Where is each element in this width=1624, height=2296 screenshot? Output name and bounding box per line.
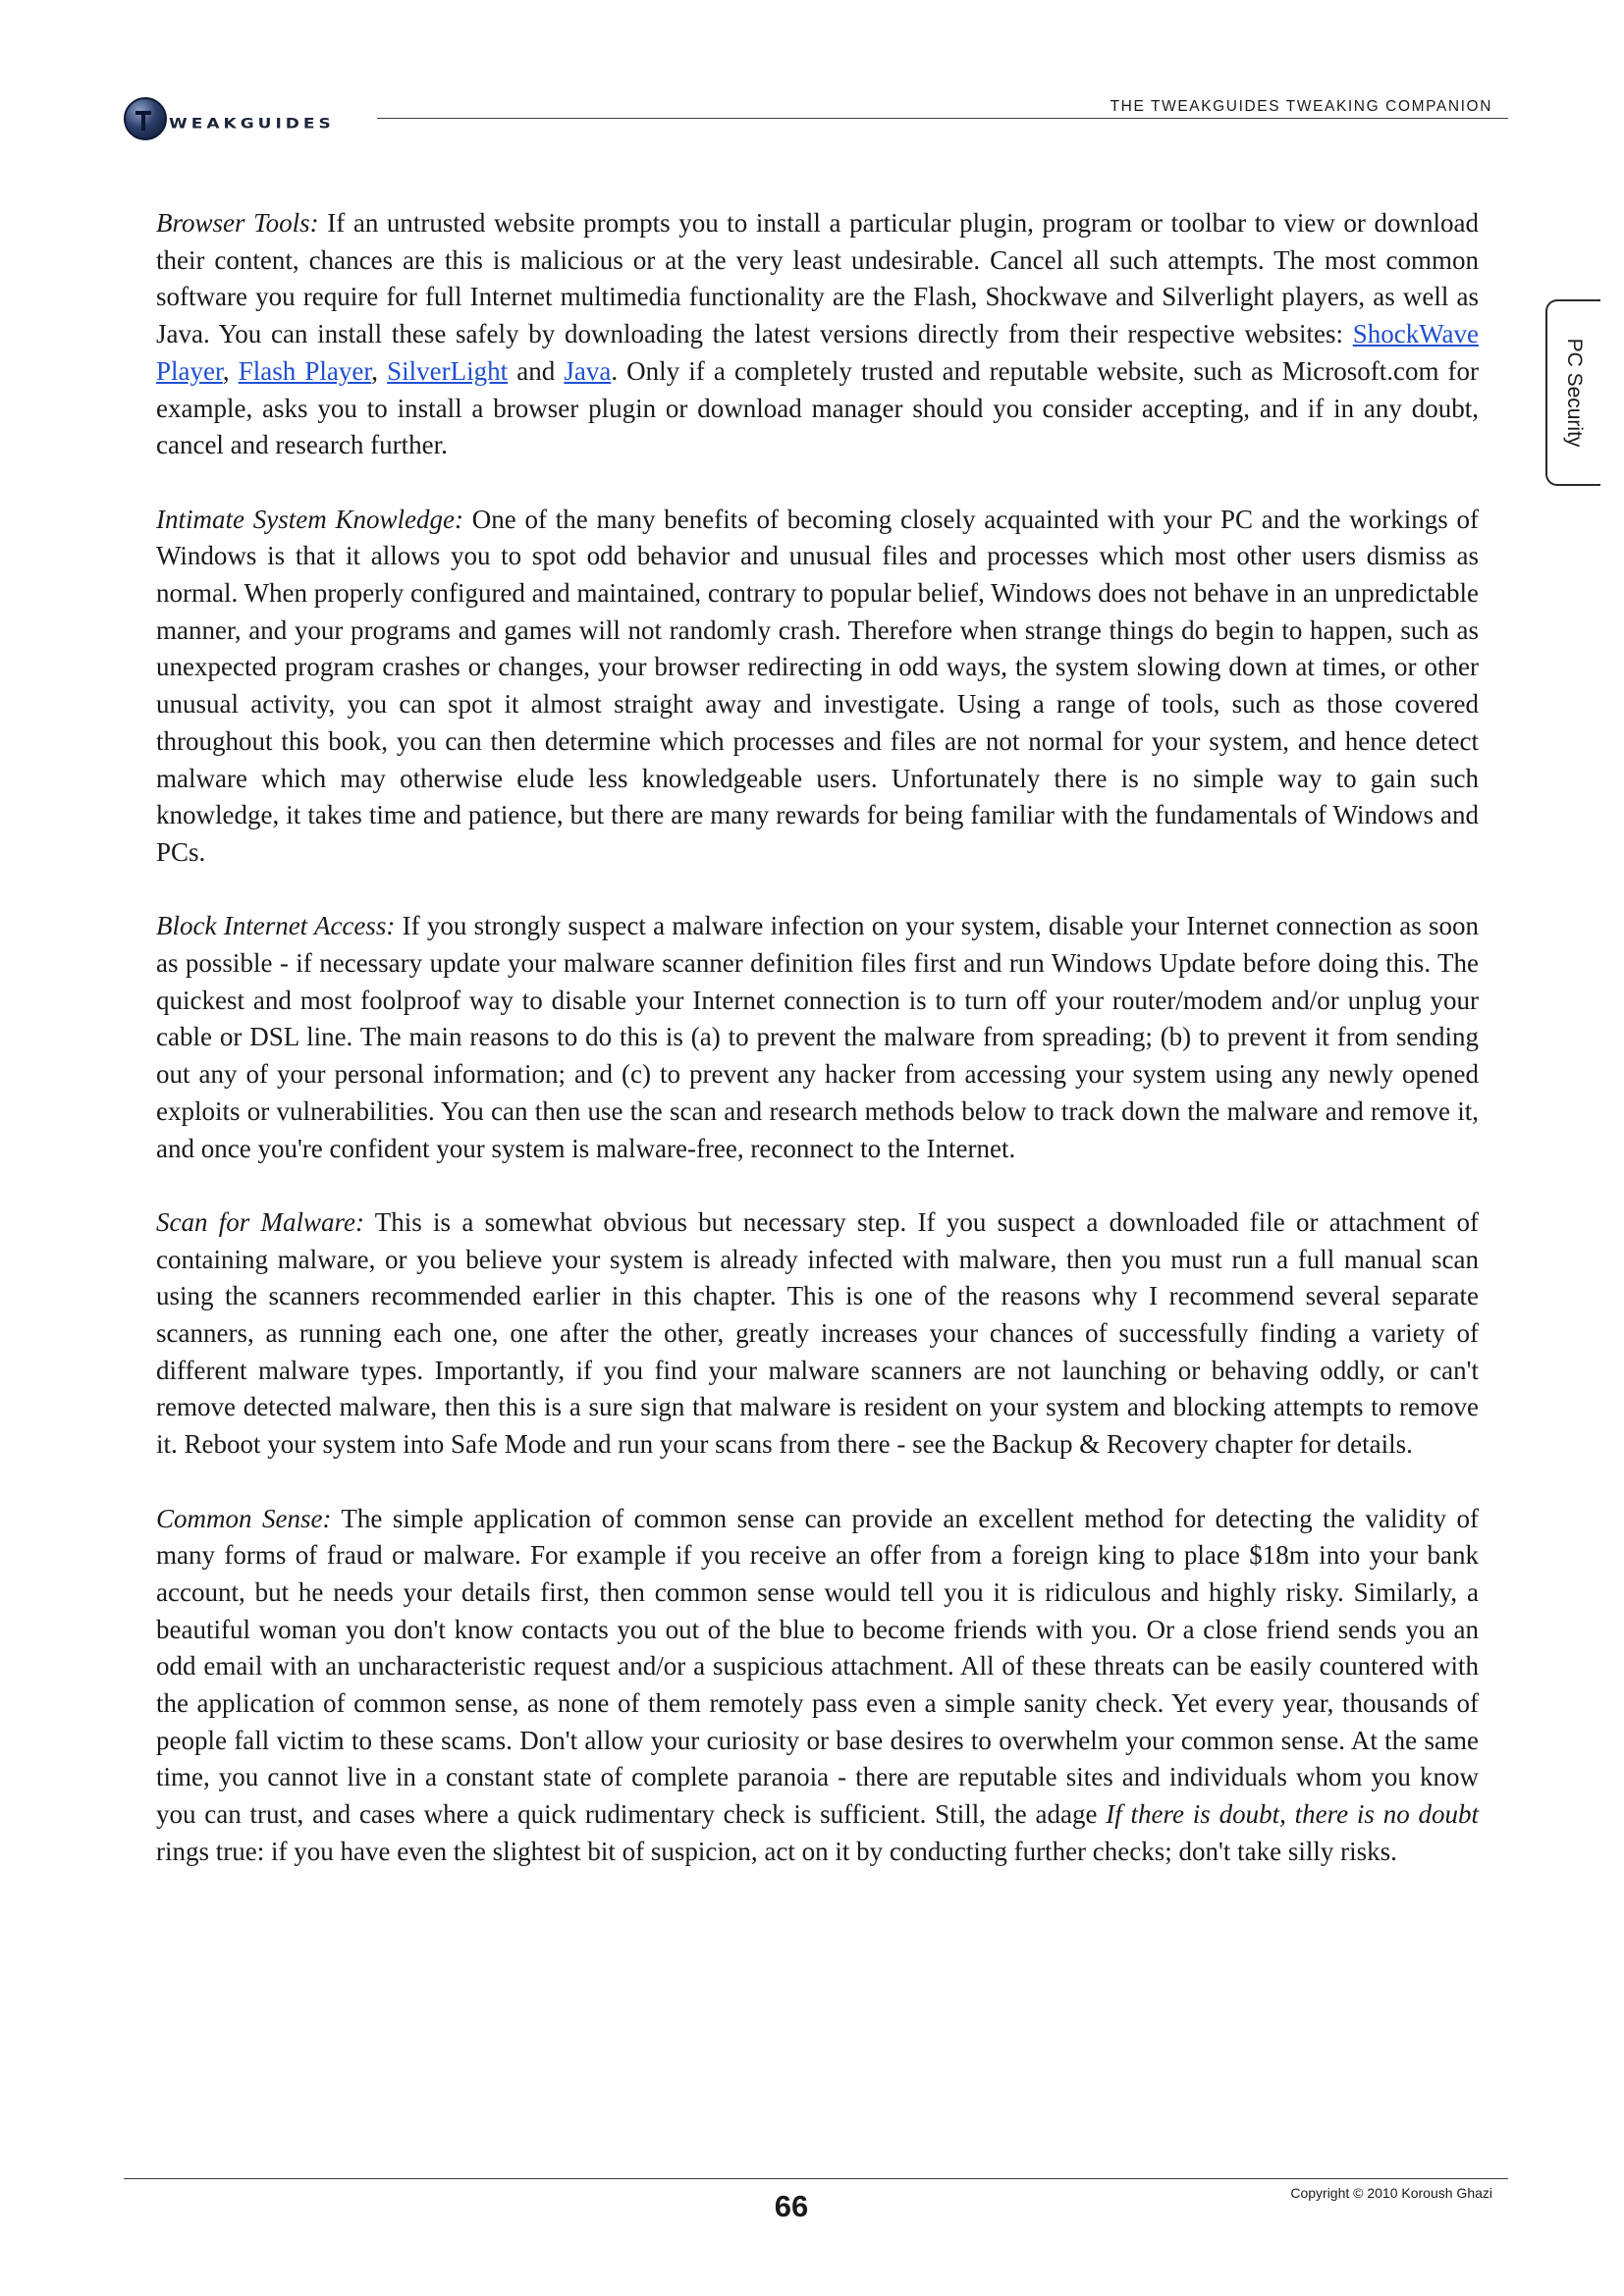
separator: and [508, 355, 565, 386]
paragraph-intimate-system-knowledge [156, 502, 1479, 872]
logo-wordmark: WEAKGUIDES [169, 115, 335, 133]
paragraph-text: This is a somewhat obvious but necessary step. If you suspect a downloaded file or attachment of containing malware, or you believe your system is already infected with malware, then you must run a full manual scan using the scanners recommended earlier in this chapter. This is one of the reasons why I recommend several separate scanners, as running each one, one after the other, greatly increases your chances of successfully finding a variety of different malware types. Importantly, if you find your malware scanners are not launching or behaving oddly, or can't remove detected malware, then this is a sure sign that malware is resident on your system and blocking attempts to remove it. Reboot your system into Safe Mode and run your scans from there - see the Backup & Recovery chapter for details. [156, 1206, 1480, 1460]
running-header-title: THE TWEAKGUIDES TWEAKING COMPANION [1110, 98, 1492, 115]
logo-disc-icon [124, 97, 167, 140]
paragraph-lead: Browser Tools: [156, 208, 319, 238]
paragraph-browser-tools [156, 205, 1479, 464]
footer-divider [124, 2178, 1508, 2179]
paragraph-text: One of the many benefits of becoming closely acquainted with your PC and the workings of Windows is that it allows you to spot odd behavior and unusual files and processes which most other users dismiss as normal. When properly configured and maintained, contrary to popular belief, Windows does not behave in an unpredictable manner, and your programs and games will not randomly crash. Therefore when strange things do begin to happen, such as unexpected program crashes or changes, your browser redirecting in odd ways, the system slowing down at times, or other unusual activity, you can spot it almost straight away and investigate. Using a range of tools, such as those covered throughout this book, you can then determine which processes and files are not normal for your system, and hence detect malware which may otherwise elude less knowledgeable users. Unfortunately there is no simple way to gain such knowledge, it takes time and patience, but there are many rewards for being familiar with the fundamentals of Windows and PCs. [156, 504, 1479, 867]
shockwave-player-link[interactable]: ShockWave Player [156, 319, 1479, 386]
tweakguides-logo [124, 94, 335, 143]
paragraph-lead: Block Internet Access: [156, 911, 396, 941]
paragraph-lead: Common Sense: [156, 1503, 332, 1533]
copyright-notice: Copyright © 2010 Koroush Ghazi [1290, 2185, 1492, 2201]
paragraph-text: rings true: if you have even the slightest bit of suspicion, act on it by conducting further checks; don't take silly risks. [156, 1836, 1397, 1866]
paragraph-lead: Intimate System Knowledge: [156, 504, 463, 534]
paragraph-lead: Scan for Malware: [156, 1206, 365, 1237]
page-body [156, 205, 1479, 1907]
paragraph-text: The simple application of common sense can provide an excellent method for detecting the validity of many forms of fraud or malware. For example if you receive an offer from a foreign king to place $18m into your bank account, but he needs your details first, then common sense would tell you it is ridiculous and highly risky. Similarly, a beautiful woman you don't know contacts you out of the blue to become friends with you. Or a close friend sends you an odd email with an uncharacteristic request and/or a suspicious attachment. All of these threats can be easily countered with the application of common sense, as none of them remotely pass even a simple sanity check. Yet every year, thousands of people fall victim to these scams. Don't allow your curiosity or base desires to overwhelm your common sense. At the same time, you cannot live in a constant state of complete paranoia - there are reputable sites and individuals whom you know you can trust, and cases where a quick rudimentary check is sufficient. Still, the adage [156, 1503, 1479, 1830]
italic-adage: If there is doubt, there is no doubt [1106, 1799, 1479, 1830]
separator: , [371, 355, 388, 386]
flash-player-link[interactable]: Flash Player [238, 355, 372, 386]
separator: , [222, 355, 239, 386]
paragraph-common-sense [156, 1501, 1479, 1871]
paragraph-block-internet-access [156, 908, 1479, 1167]
page-header [0, 0, 1624, 157]
chapter-side-tab [1545, 299, 1600, 486]
java-link[interactable]: Java [564, 355, 612, 386]
paragraph-text: If an untrusted website prompts you to install a particular plugin, program or toolbar to view or download their content, chances are this is malicious or at the very least undesirable. Cancel all such attempts. The most common software you require for full Internet multimedia functionality are the Flash, Shockwave and Silverlight players, as well as Java. You can install these safely by downloading the latest versions directly from their respective websites: [156, 208, 1479, 349]
silverlight-link[interactable]: SilverLight [387, 355, 509, 386]
header-divider [377, 118, 1508, 119]
chapter-side-tab-label: PC Security [1563, 338, 1586, 448]
paragraph-text: If you strongly suspect a malware infection on your system, disable your Internet connection as soon as possible - if necessary update your malware scanner definition files first and run Windows Update before doing this. The quickest and most foolproof way to disable your Internet connection is to turn off your router/modem and/or unplug your cable or DSL line. The main reasons to do this is (a) to prevent the malware from spreading; (b) to prevent it from sending out any of your personal information; and (c) to prevent any hacker from accessing your system using any newly opened exploits or vulnerabilities. You can then use the scan and research methods below to track down the malware and remove it, and once you're confident your system is malware-free, reconnect to the Internet. [156, 911, 1479, 1163]
paragraph-text: . Only if a completely trusted and reputable website, such as Microsoft.com for example, asks you to install a browser plugin or download manager should you consider accepting, and if in any doubt, cancel and research further. [156, 355, 1480, 460]
page-number: 66 [774, 2189, 809, 2223]
paragraph-scan-for-malware [156, 1204, 1479, 1464]
